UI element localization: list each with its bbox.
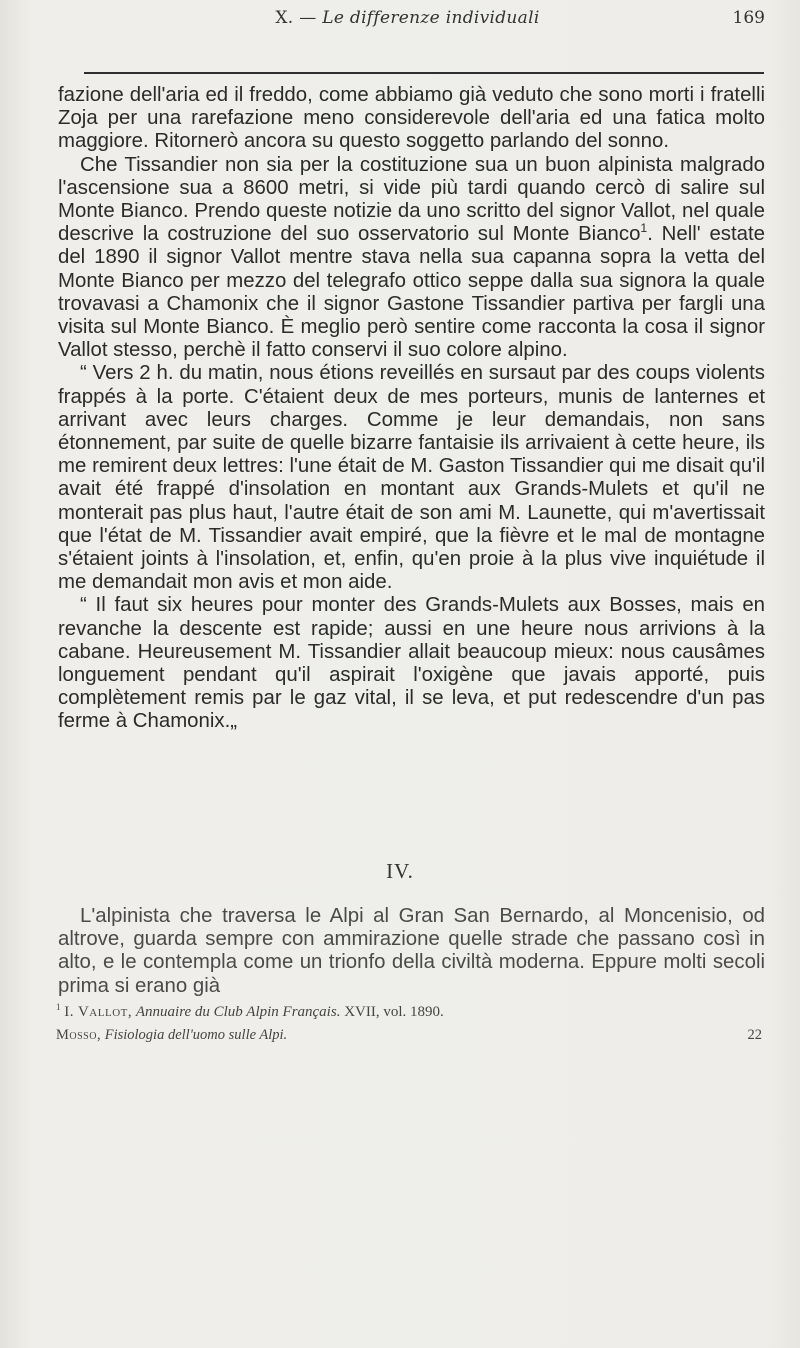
quote-text: Il faut six heures pour monter des Grands-Mulets aux Bosses, mais en revanche la descente est rapide; aussi en une heure nous arrivions à la cabane. Heureusement M. Tissandier allait beaucoup mieux: nous causâmes longuement pendant qu'il aspirait l'oxigène que javais apporté, puis complètement remis par le gaz vital, il se leva, et put redescendre d'un pas ferme à Chamonix.„ [58,594,765,733]
paragraph-tissandier [58,154,765,363]
paragraph-quote-french-2 [58,594,765,733]
running-head-chapter [50,8,765,28]
chapter-number: X. — [275,8,317,28]
footnote-details: XVII, vol. 1890. [344,1004,444,1020]
signature-title: Fisiologia dell'uomo sulle Alpi. [104,1027,288,1043]
chapter-title: Le differenze individuali [322,8,540,28]
section-heading: IV. [386,859,414,883]
quote-mark: “ [80,362,87,385]
footnote-reference: 1 [640,221,648,236]
signature-author: Mosso, [56,1027,102,1043]
paragraph-continued: fazione dell'aria ed il freddo, come abbiamo già veduto che sono morti i fratelli Zoja per una rarefazione meno considerevole dell'aria ed una fatica molto maggiore. Ritornerò ancora su questo soggetto parlando del sonno. [58,84,765,153]
quote-text: Vers 2 h. du matin, nous étions reveillés en sursaut par des coups violents frappés à la porte. C'étaient deux de mes porteurs, munis de lanternes et arrivant avec leurs charges. Comme je leur demandais, non sans étonnement, par suite de quelle bizarre fantaisie ils arrivaient à cette heure, ils me remirent deux lettres: l'une était de M. Gaston Tissandier qui me disait qu'il avait été frappé d'insolation en montant aux Grands-Mulets et qu'il ne monterait pas plus haut, l'autre était de son ami M. Launette, qui m'avertissait que l'état de M. Tissandier avait empiré, que la fièvre et le mal de montagne s'étaient joints à l'insolation, et, enfin, qu'en proie à la plus vive inquiétude il me demandait mon avis et mon aide. [58,362,765,594]
footnote-work: Annuaire du Club Alpin Français. [135,1004,341,1020]
footnote-author: I. Vallot, [64,1004,133,1020]
signature-number: 22 [747,1027,762,1043]
paragraph-text-tail: . Nell' estate del 1890 il signor Vallot mentre stava nella sua capanna sopra la vetta del Monte Bianco per mezzo del telegrafo ottico seppe dalla sua signora la quale trovavasi a Chamonix che il signor Gastone Tissandier partiva per fargli una visita sul Monte Bianco. È meglio però sentire come racconta la cosa il signor Vallot stesso, perchè il fatto conservi il suo colore alpino. [58,223,765,362]
page-number: 169 [732,8,765,28]
paragraph-alpinista: L'alpinista che traversa le Alpi al Gran San Bernardo, al Moncenisio, od altrove, guarda sempre con ammirazione quelle strade che passano così in alto, e le contempla come un trionfo della civiltà moderna. Eppure molti secoli prima si erano già [58,905,765,997]
section-text-block [58,905,765,998]
running-head [50,8,765,38]
footnote-marker: 1 [56,1002,61,1012]
paragraph-quote-french-1 [58,362,765,594]
footnote [56,1004,756,1021]
printer-signature [56,1027,762,1044]
paragraph-text: Che Tissandier non sia per la costituzione sua un buon alpinista malgrado l'ascensione sua a 8600 metri, si vide più tardi quando cercò di salire sul Monte Bianco. Prendo queste notizie da uno scritto del signor Vallot, nel quale descrive la costruzione del suo osservatorio sul Monte Bianco [58,153,765,246]
header-rule [84,72,764,74]
main-text-block [58,84,765,734]
quote-mark: “ [80,594,87,617]
